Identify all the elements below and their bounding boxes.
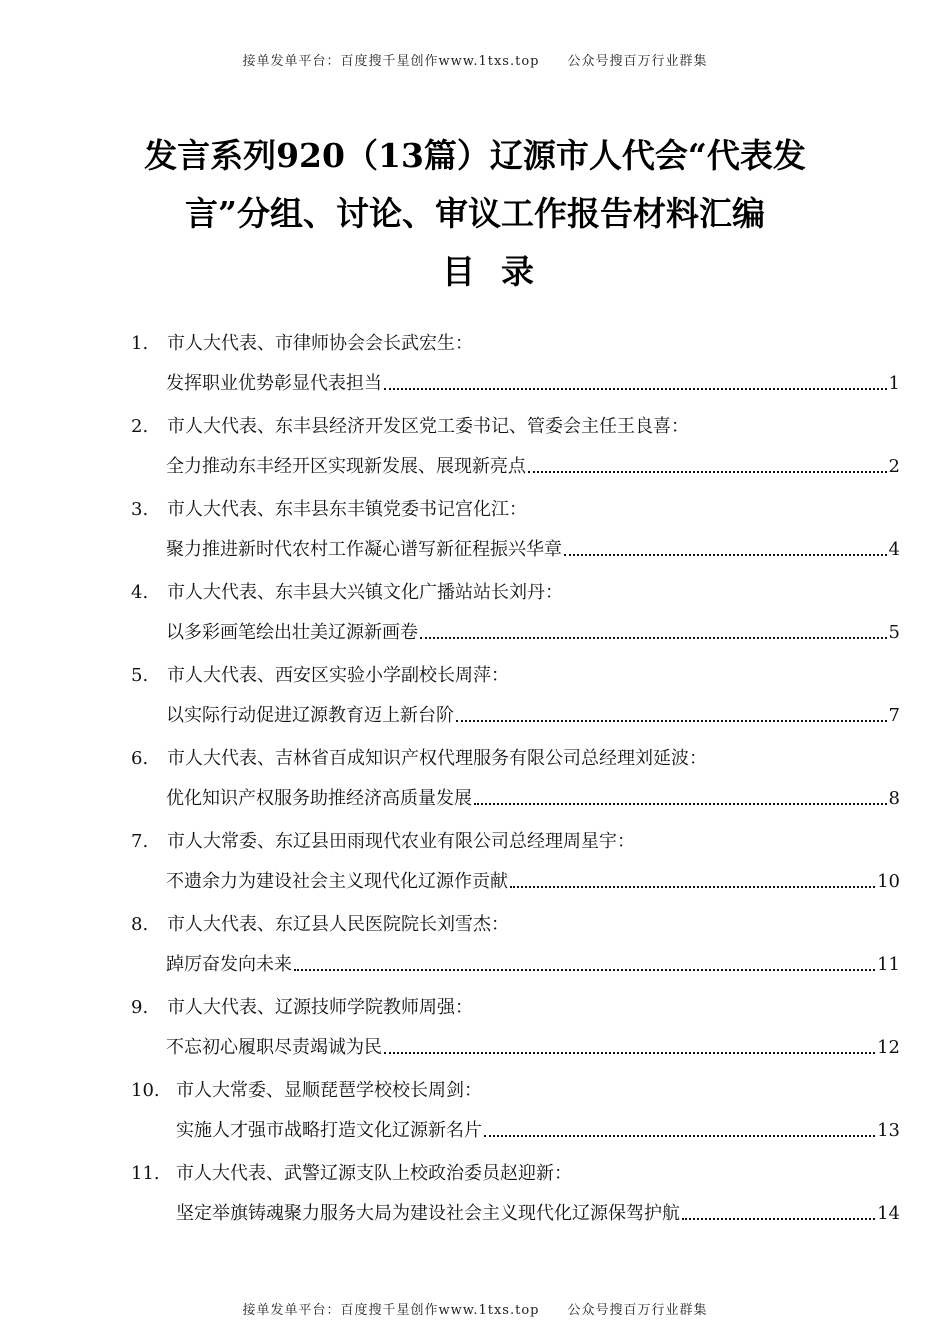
toc-entry-title[interactable] — [166, 452, 900, 478]
toc-title-text: 以实际行动促进辽源教育迈上新台阶 — [166, 705, 454, 726]
toc-entry-speaker[interactable] — [131, 827, 635, 853]
toc-speaker-text: 市人大代表、武警辽源支队上校政治委员赵迎新： — [176, 1163, 572, 1184]
toc-title-text: 不忘初心履职尽责竭诚为民 — [166, 1037, 382, 1058]
toc-title-text: 全力推动东丰经开区实现新发展、展现新亮点 — [166, 456, 526, 477]
toc-page-number: 12 — [877, 1037, 900, 1058]
toc-page-number: 7 — [888, 705, 900, 726]
toc-speaker-text: 市人大代表、市律师协会会长武宏生： — [167, 333, 473, 354]
toc-speaker-text: 市人大代表、辽源技师学院教师周强： — [167, 997, 473, 1018]
toc-speaker-text: 市人大代表、东丰县经济开发区党工委书记、管委会主任王良喜： — [167, 416, 689, 437]
toc-entry-speaker[interactable] — [131, 578, 563, 604]
toc-page-number: 8 — [888, 788, 900, 809]
toc-entry-title[interactable] — [166, 950, 900, 976]
toc-page-number: 2 — [888, 456, 900, 477]
toc-speaker-text: 市人大代表、吉林省百成知识产权代理服务有限公司总经理刘延波： — [167, 748, 707, 769]
dot-leader — [484, 1134, 875, 1137]
toc-entry-number: 4. — [131, 582, 149, 603]
toc-entry-title[interactable] — [166, 867, 900, 893]
toc-title-text: 踔厉奋发向未来 — [166, 954, 292, 975]
watermark-platform-text: 接单发单平台：百度搜千星创作www.1txs.top — [242, 54, 540, 69]
toc-entry-title[interactable] — [166, 535, 900, 561]
toc-entry-title[interactable] — [166, 369, 900, 395]
toc-entry-speaker[interactable] — [131, 910, 509, 936]
toc-title-text: 聚力推进新时代农村工作凝心谱写新征程振兴华章 — [166, 539, 562, 560]
toc-page-number: 14 — [877, 1203, 900, 1224]
toc-entry-speaker[interactable] — [131, 993, 473, 1019]
header-watermark — [0, 50, 950, 69]
toc-entry-title[interactable] — [166, 701, 900, 727]
dot-leader — [682, 1217, 875, 1220]
toc-title-text: 优化知识产权服务助推经济高质量发展 — [166, 788, 472, 809]
toc-entry-speaker[interactable] — [131, 412, 689, 438]
toc-page-number: 5 — [888, 622, 900, 643]
toc-entry-speaker[interactable] — [131, 1159, 572, 1185]
dot-leader — [384, 1051, 875, 1054]
toc-entry-number: 2. — [131, 416, 149, 437]
toc-entry-number: 5. — [131, 665, 149, 686]
document-title-line-2: 言”分组、讨论、审议工作报告材料汇编 — [185, 194, 765, 233]
toc-entry-title[interactable] — [176, 1116, 900, 1142]
toc-entry-speaker[interactable] — [131, 495, 527, 521]
toc-entry-title[interactable] — [166, 784, 900, 810]
toc-entry-number: 10. — [131, 1080, 160, 1101]
toc-speaker-text: 市人大常委、东辽县田雨现代农业有限公司总经理周星宇： — [167, 831, 635, 852]
dot-leader — [474, 802, 887, 805]
watermark-wechat-text: 公众号搜百万行业群集 — [567, 54, 708, 69]
toc-entry-speaker[interactable] — [131, 744, 707, 770]
toc-page-number: 11 — [877, 954, 900, 975]
toc-page-number: 4 — [888, 539, 900, 560]
toc-speaker-text: 市人大常委、显顺琵琶学校校长周剑： — [176, 1080, 482, 1101]
toc-entry-number: 3. — [131, 499, 149, 520]
dot-leader — [384, 387, 887, 390]
document-title-line-1: 发言系列920（13篇）辽源市人代会“代表发 — [144, 136, 806, 175]
toc-heading: 目录 — [442, 252, 560, 291]
toc-entry-speaker[interactable] — [131, 661, 509, 687]
toc-entry-title[interactable] — [166, 618, 900, 644]
toc-title-text: 不遗余力为建设社会主义现代化辽源作贡献 — [166, 871, 508, 892]
toc-title-text: 以多彩画笔绘出壮美辽源新画卷 — [166, 622, 418, 643]
toc-speaker-text: 市人大代表、东辽县人民医院院长刘雪杰： — [167, 914, 509, 935]
toc-entry-number: 6. — [131, 748, 149, 769]
dot-leader — [510, 885, 875, 888]
toc-speaker-text: 市人大代表、东丰县东丰镇党委书记宫化江： — [167, 499, 527, 520]
footer-watermark — [0, 1299, 950, 1318]
dot-leader — [294, 968, 875, 971]
dot-leader — [456, 719, 887, 722]
dot-leader — [528, 470, 887, 473]
toc-speaker-text: 市人大代表、东丰县大兴镇文化广播站站长刘丹： — [167, 582, 563, 603]
toc-title-text: 实施人才强市战略打造文化辽源新名片 — [176, 1120, 482, 1141]
toc-title-text: 发挥职业优势彰显代表担当 — [166, 373, 382, 394]
toc-speaker-text: 市人大代表、西安区实验小学副校长周萍： — [167, 665, 509, 686]
toc-entry-number: 8. — [131, 914, 149, 935]
dot-leader — [420, 636, 887, 639]
dot-leader — [564, 553, 887, 556]
watermark-wechat-text: 公众号搜百万行业群集 — [567, 1303, 708, 1318]
toc-entry-number: 7. — [131, 831, 149, 852]
toc-page-number: 1 — [888, 373, 900, 394]
toc-entry-title[interactable] — [166, 1033, 900, 1059]
toc-entry-title[interactable] — [176, 1199, 900, 1225]
toc-entry-speaker[interactable] — [131, 329, 473, 355]
toc-entry-number: 9. — [131, 997, 149, 1018]
toc-entry-number: 1. — [131, 333, 149, 354]
watermark-platform-text: 接单发单平台：百度搜千星创作www.1txs.top — [242, 1303, 540, 1318]
toc-page-number: 10 — [877, 871, 900, 892]
toc-title-text: 坚定举旗铸魂聚力服务大局为建设社会主义现代化辽源保驾护航 — [176, 1203, 680, 1224]
toc-entry-number: 11. — [131, 1163, 160, 1184]
toc-entry-speaker[interactable] — [131, 1076, 482, 1102]
toc-page-number: 13 — [877, 1120, 900, 1141]
